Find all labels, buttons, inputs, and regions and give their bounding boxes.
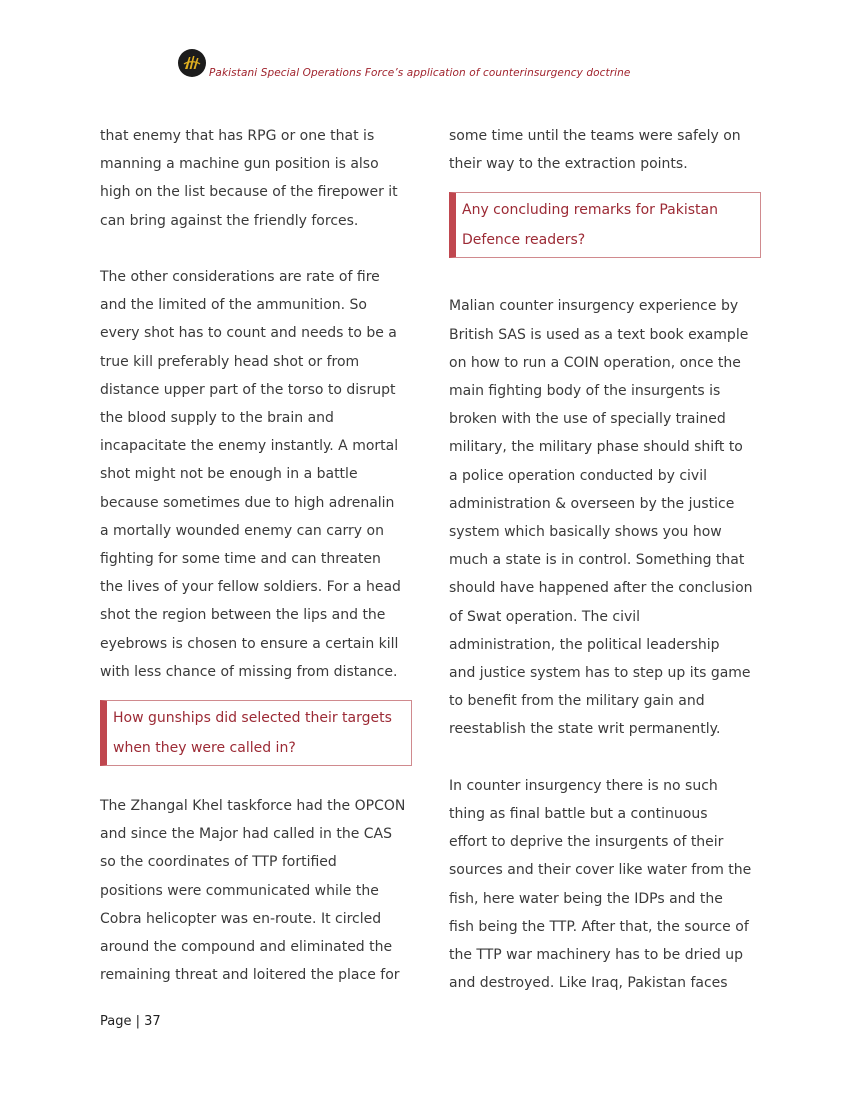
paragraph-line: can bring against the friendly forces. [100,212,359,229]
question-line: Defence readers? [462,232,586,249]
paragraph-line: high on the list because of the firepower it [100,184,398,201]
question-line: Any concluding remarks for Pakistan [462,202,718,219]
interview-question-box [449,192,761,258]
paragraph-line: system which basically shows you how [449,524,722,541]
paragraph-line: the blood supply to the brain and [100,410,334,427]
paragraph-line: Cobra helicopter was en-route. It circled [100,910,382,927]
paragraph-line: The Zhangal Khel taskforce had the OPCON [100,798,406,815]
left-column [100,122,420,989]
paragraph-line: much a state is in control. Something that [449,552,745,569]
paragraph-line: manning a machine gun position is also [100,156,379,173]
question-line: How gunships did selected their targets [113,710,392,727]
paragraph-line: reestablish the state writ permanently. [449,721,721,738]
paragraph-line: and destroyed. Like Iraq, Pakistan faces [449,975,728,992]
right-column [449,122,769,997]
question-line: when they were called in? [113,740,296,757]
paragraph-line: British SAS is used as a text book example [449,326,749,343]
paragraph-line: The other considerations are rate of fire [100,269,380,285]
paragraph-line: because sometimes due to high adrenalin [100,494,395,511]
paragraph-line: eyebrows is chosen to ensure a certain kill [100,635,399,652]
paragraph-line: shot the region between the lips and the [100,607,386,624]
paragraph-line: administration, the political leadership [449,636,720,653]
paragraph-line: every shot has to count and needs to be a [100,325,397,342]
paragraph-line: shot might not be enough in a battle [100,466,358,483]
paragraph-gap [100,235,420,263]
interview-question-box [100,700,412,766]
paragraph-line: the lives of your fellow soldiers. For a head [100,579,401,596]
paragraph-line: of Swat operation. The civil [449,608,641,625]
paragraph-line: on how to run a COIN operation, once the [449,354,741,371]
paragraph-line: with less chance of missing from distance. [100,663,398,680]
paragraph-line: main fighting body of the insurgents is [449,383,721,400]
paragraph-line: so the coordinates of TTP fortified [100,854,337,871]
paragraph-line: their way to the extraction points. [449,156,688,173]
wing-emblem-icon [178,49,206,77]
paragraph-line: and the limited of the ammunition. So [100,297,367,314]
paragraph-line: should have happened after the conclusion [449,580,753,597]
paragraph-line: fighting for some time and can threaten [100,551,381,568]
paragraph-line: around the compound and eliminated the [100,939,393,956]
running-header [178,52,630,82]
paragraph-line: remaining threat and loitered the place for [100,967,400,984]
page-number: Page | 37 [100,1014,161,1029]
paragraph-line: and justice system has to step up its game [449,665,751,682]
paragraph-line: fish, here water being the IDPs and the [449,890,723,907]
paragraph-line: military, the military phase should shift to [449,439,743,456]
paragraph-line: effort to deprive the insurgents of their [449,834,724,851]
paragraph-line: incapacitate the enemy instantly. A mortal [100,438,399,455]
paragraph-line: a police operation conducted by civil [449,467,707,484]
paragraph-line: that enemy that has RPG or one that is [100,128,375,144]
paragraph-line: broken with the use of specially trained [449,411,726,428]
header-title: Pakistani Special Operations Force’s application of counterinsurgency doctrine [209,67,631,79]
paragraph-line: distance upper part of the torso to disrupt [100,381,396,398]
paragraph-line: sources and their cover like water from the [449,862,752,879]
paragraph-line: a mortally wounded enemy can carry on [100,522,384,539]
paragraph-gap [449,744,769,772]
paragraph-line: some time until the teams were safely on [449,128,741,144]
paragraph-line: In counter insurgency there is no such [449,777,718,794]
paragraph-line: Malian counter insurgency experience by [449,298,739,315]
paragraph-line: to benefit from the military gain and [449,693,705,710]
paragraph-line: administration & overseen by the justice [449,495,735,512]
paragraph-line: and since the Major had called in the CAS [100,826,393,843]
paragraph-line: positions were communicated while the [100,882,379,899]
paragraph-line: the TTP war machinery has to be dried up [449,947,743,964]
paragraph-line: true kill preferably head shot or from [100,353,360,370]
paragraph-line: thing as final battle but a continuous [449,806,708,823]
paragraph-line: fish being the TTP. After that, the source of [449,918,749,935]
